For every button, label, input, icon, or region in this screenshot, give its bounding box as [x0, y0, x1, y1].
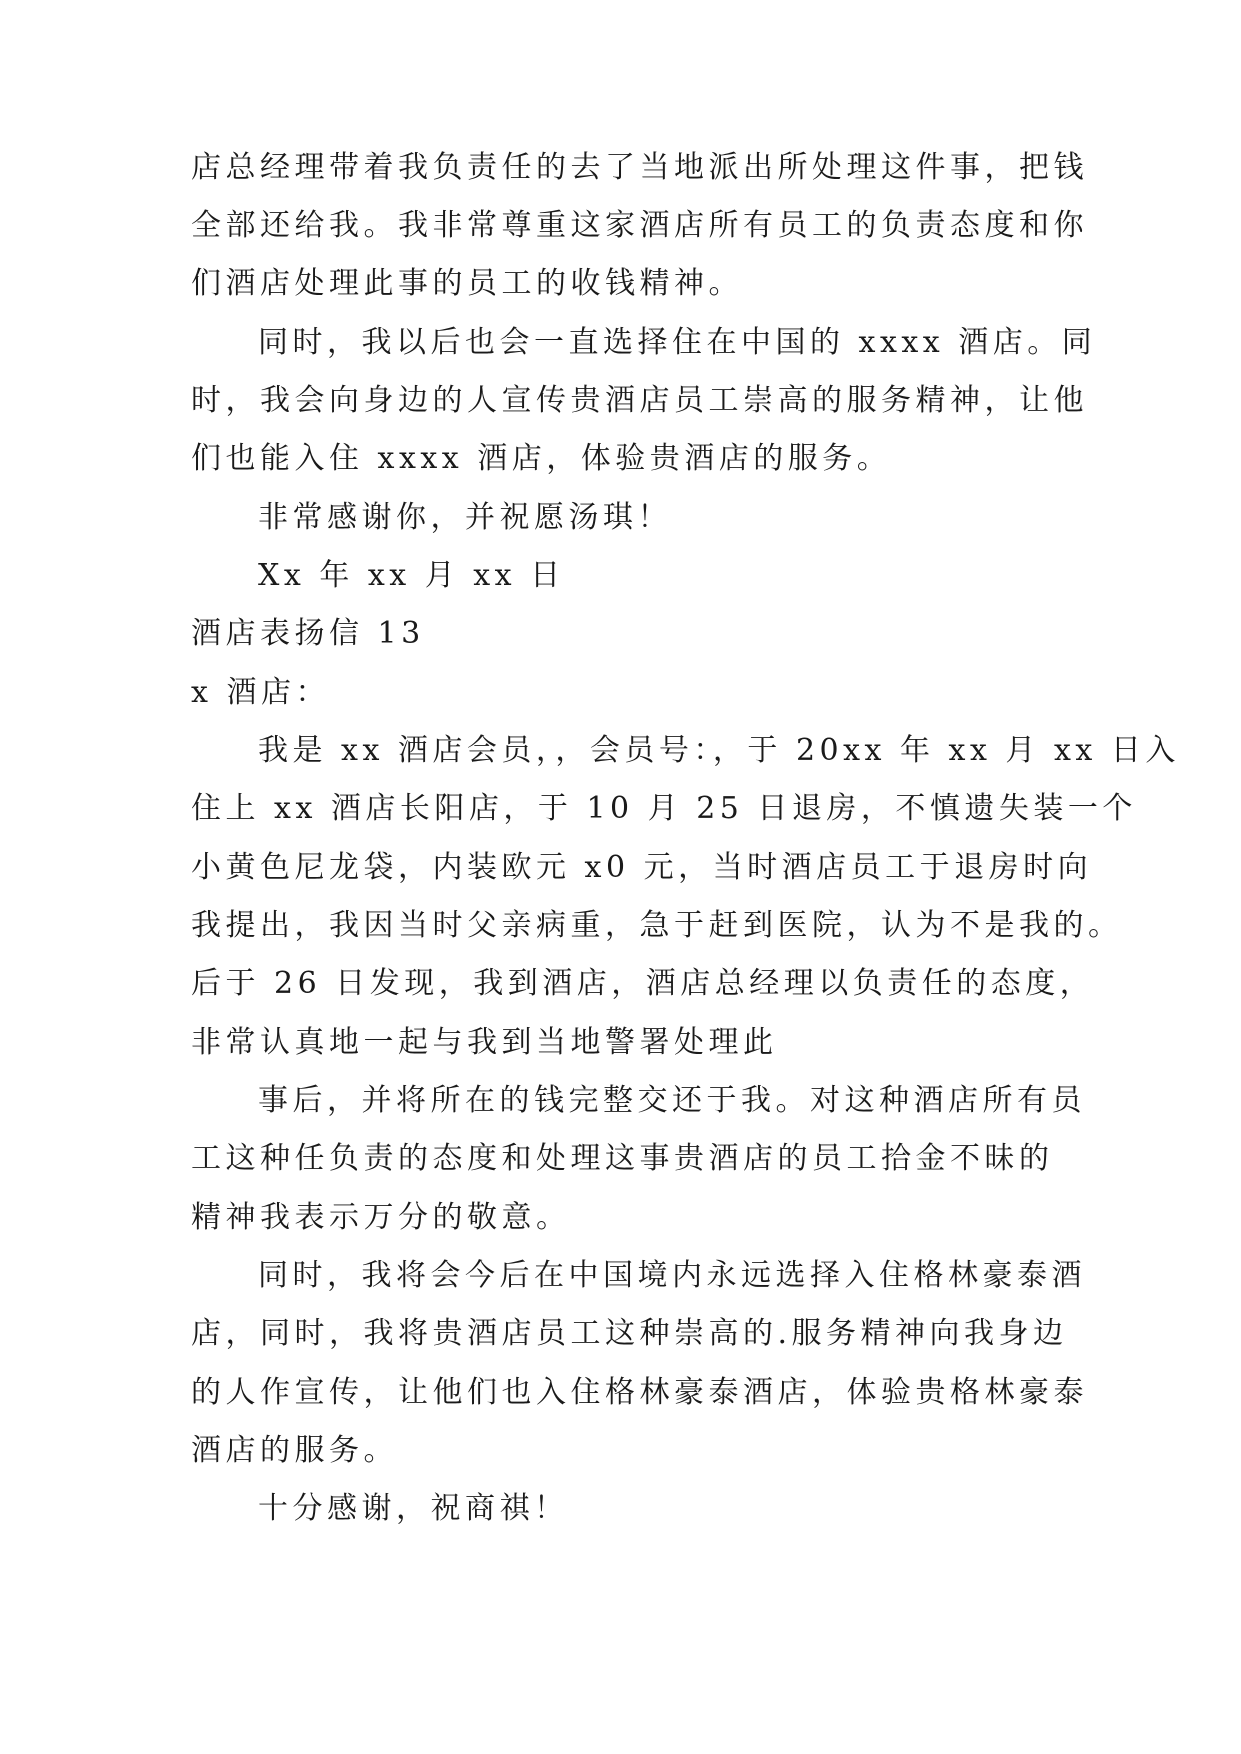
text-line: 们酒店处理此事的员工的收钱精神。	[191, 266, 743, 301]
text-line: 住上 xx 酒店长阳店，于 10 月 25 日退房，不慎遗失装一个	[191, 791, 1137, 826]
text-line: 店，同时，我将贵酒店员工这种崇高的.服务精神向我身边	[191, 1316, 1068, 1351]
text-line: 工这种任负责的态度和处理这事贵酒店的员工拾金不昧的	[191, 1141, 1054, 1176]
text-line: 非常认真地一起与我到当地警署处理此	[191, 1025, 778, 1060]
text-line: 酒店的服务。	[191, 1433, 398, 1468]
text-line: 店总经理带着我负责任的去了当地派出所处理这件事，把钱	[191, 150, 1088, 185]
paragraph-start-line: 我是 xx 酒店会员，，会员号：，于 20xx 年 xx 月 xx 日入	[258, 733, 1180, 768]
text-line: 后于 26 日发现，我到酒店，酒店总经理以负责任的态度，	[191, 966, 1095, 1001]
paragraph-start-line: 同时，我将会今后在中国境内永远选择入住格林豪泰酒	[258, 1258, 1086, 1293]
text-line: 我提出，我因当时父亲病重，急于赶到医院，认为不是我的。	[191, 908, 1123, 943]
text-line: 全部还给我。我非常尊重这家酒店所有员工的负责态度和你	[191, 208, 1088, 243]
date-line: Xx 年 xx 月 xx 日	[258, 558, 565, 593]
paragraph-start-line: 同时，我以后也会一直选择住在中国的 xxxx 酒店。同	[258, 325, 1097, 360]
salutation: x 酒店：	[191, 675, 330, 710]
paragraph-start-line: 事后，并将所在的钱完整交还于我。对这种酒店所有员	[258, 1083, 1086, 1118]
text-line: 的人作宣传，让他们也入住格林豪泰酒店，体验贵格林豪泰	[191, 1375, 1088, 1410]
text-line: 精神我表示万分的敬意。	[191, 1200, 571, 1235]
text-line: 时，我会向身边的人宣传贵酒店员工崇高的服务精神，让他	[191, 383, 1088, 418]
letter-title: 酒店表扬信 13	[191, 616, 425, 651]
text-line: 们也能入住 xxxx 酒店，体验贵酒店的服务。	[191, 441, 892, 476]
closing-line: 非常感谢你，并祝愿汤琪！	[258, 500, 672, 535]
closing-line: 十分感谢，祝商祺！	[258, 1491, 569, 1526]
text-line: 小黄色尼龙袋，内装欧元 x0 元，当时酒店员工于退房时向	[191, 850, 1093, 885]
